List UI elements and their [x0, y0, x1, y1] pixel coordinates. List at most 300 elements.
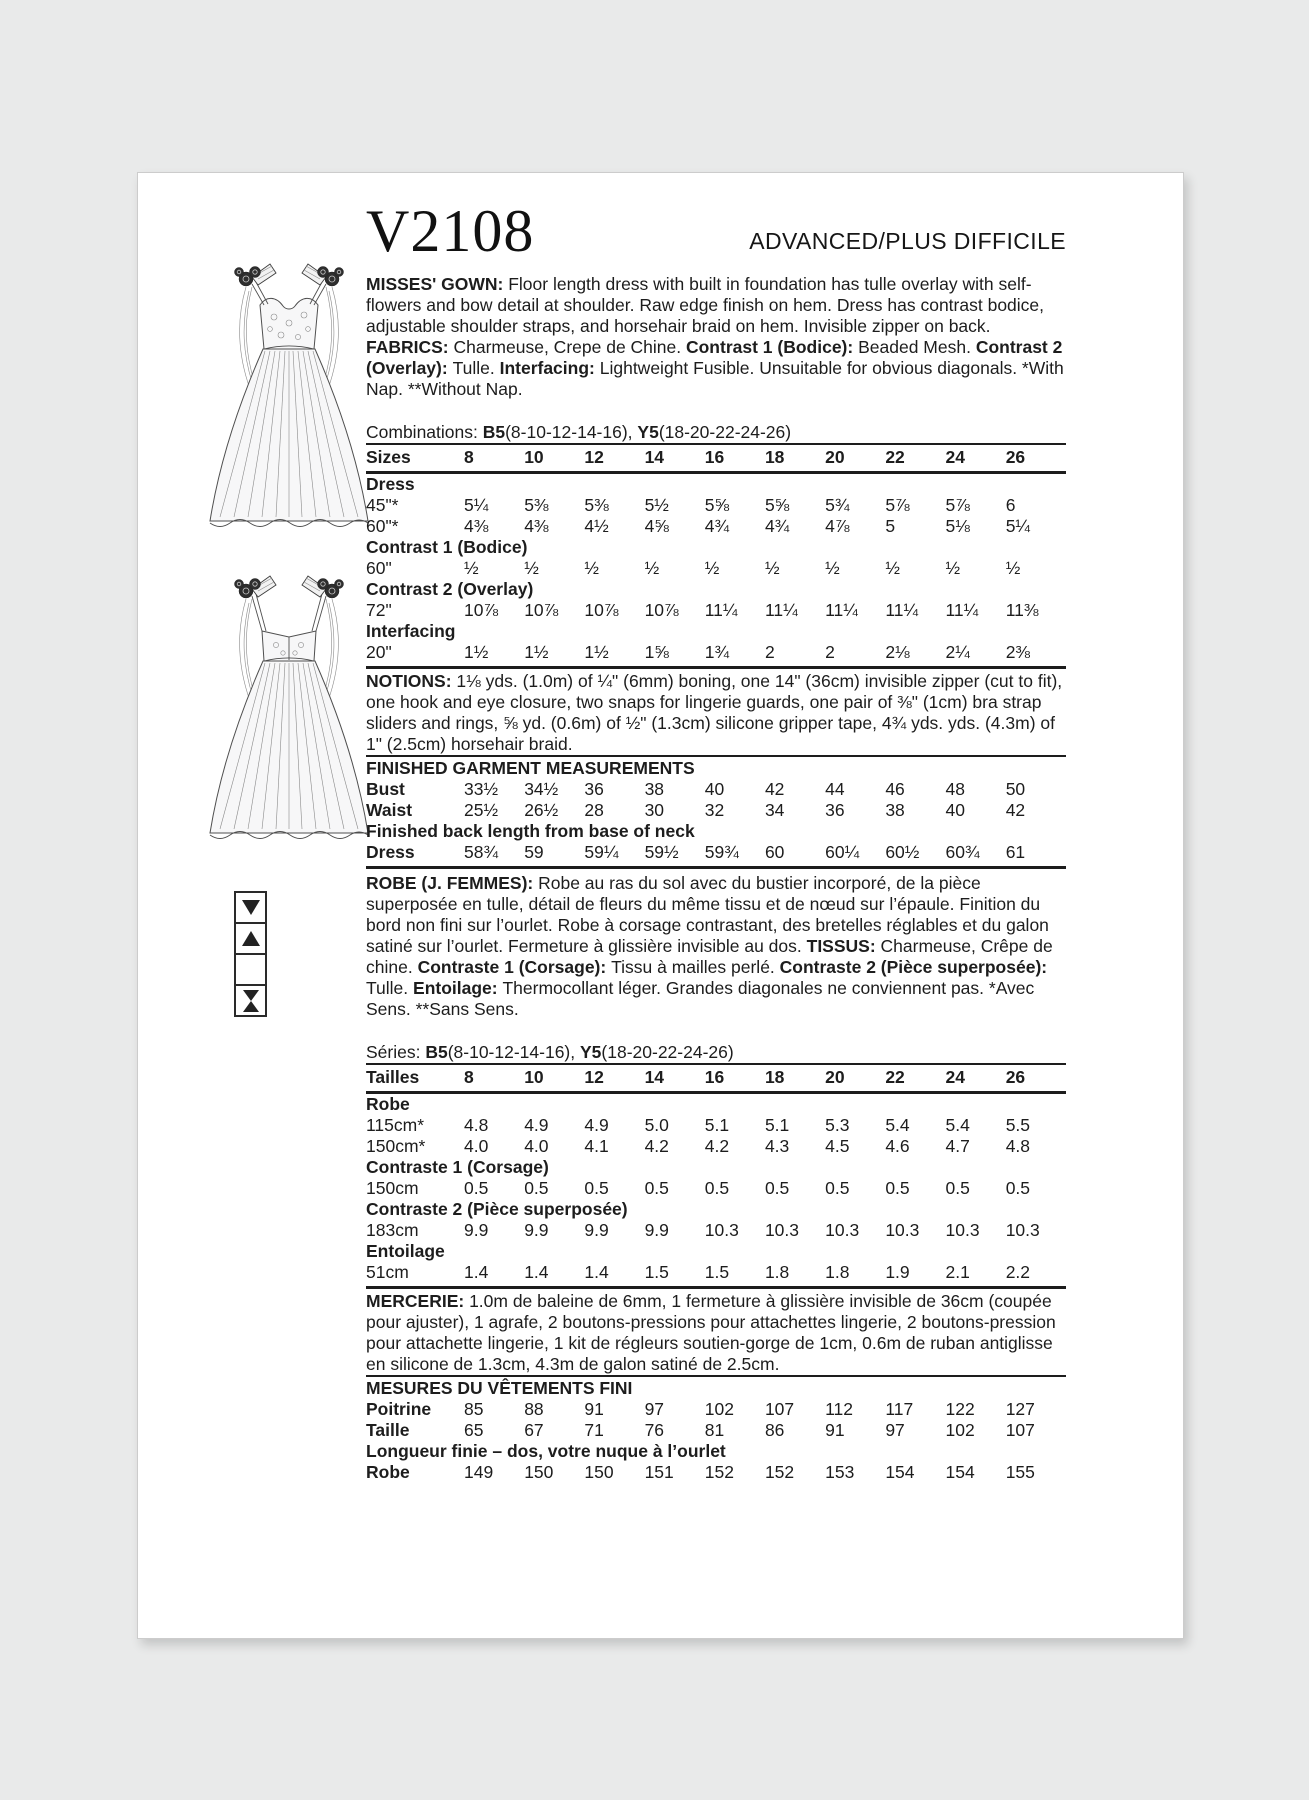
- value-cell: 5⅜: [584, 495, 609, 516]
- text-segment: Y5: [580, 1042, 602, 1063]
- text-segment: Tulle.: [366, 978, 414, 999]
- row-label-cell: Robe: [366, 1462, 410, 1483]
- size-column-header: 12: [584, 444, 644, 473]
- size-column-header: 16: [705, 444, 765, 473]
- table-row: [366, 1115, 1066, 1136]
- value-cell: 107: [1005, 1420, 1035, 1441]
- value-cell: 4¾: [704, 516, 730, 537]
- mesures-title: MESURES DU VÊTEMENTS FINI: [366, 1378, 633, 1399]
- value-cell: 4⅜: [524, 516, 549, 537]
- value-cell: 11¼: [764, 600, 798, 621]
- value-cell: 5⅝: [764, 495, 790, 516]
- value-cell: 153: [825, 1462, 855, 1483]
- size-column-header: 26: [1006, 1064, 1066, 1093]
- value-cell: 1.4: [464, 1262, 524, 1288]
- value-cell: 5.4: [885, 1115, 910, 1136]
- value-cell: 152: [704, 1462, 734, 1483]
- value-cell: 5.1: [704, 1115, 730, 1136]
- pattern-envelope-back: [137, 172, 1184, 1639]
- value-cell: 9.9: [524, 1220, 549, 1241]
- table-row: [366, 1462, 1066, 1483]
- value-cell: 91: [584, 1399, 604, 1420]
- row-label-cell: 20": [366, 642, 464, 668]
- section-heading-cell: Entoilage: [366, 1241, 445, 1262]
- value-cell: 149: [464, 1462, 494, 1483]
- measurement-table: [366, 443, 1066, 669]
- value-cell: 4⅜: [464, 516, 489, 537]
- value-cell: 40: [945, 800, 965, 821]
- value-cell: 59¼: [584, 842, 619, 863]
- text-segment: Lightweight Fusible. Unsuitable for obvious diagonals. *With Nap. **Without Nap.: [366, 358, 1064, 400]
- notions-paragraph: [366, 671, 1066, 755]
- text-segment: 1.0m de baleine de 6mm, 1 fermeture à glissière invisible de 36cm (coupée pour ajuster), 1 agrafe, 2 boutons-pressions pour attachettes lingerie, 2 boutons-pression pour attachette lingerie, 1 kit de régleurs soutien-gorge de 1cm, 0.6m de ruban antiglisse en silicone de 1.3cm, 4.3m de galon satiné de 2.5cm.: [366, 1291, 1056, 1375]
- table-row: [366, 621, 1066, 642]
- text-segment: NOTIONS:: [366, 671, 457, 692]
- value-cell: 34: [764, 800, 785, 821]
- size-column-header: 18: [765, 444, 825, 473]
- value-cell: 5.3: [825, 1115, 850, 1136]
- table-row: [366, 1093, 1066, 1116]
- value-cell: 0.5: [584, 1178, 609, 1199]
- value-cell: 59¾: [704, 842, 739, 863]
- value-cell: 2.2: [1006, 1262, 1066, 1288]
- gown-front-illustration: [194, 251, 384, 541]
- value-cell: 122: [945, 1399, 975, 1420]
- value-cell: 102: [945, 1420, 975, 1441]
- value-cell: 38: [644, 779, 665, 800]
- value-cell: 0.5: [825, 1178, 850, 1199]
- yardage-table-imperial: [366, 443, 1066, 669]
- size-column-header: 20: [825, 444, 885, 473]
- value-cell: 5⅞: [885, 495, 910, 516]
- table-row: [366, 1178, 1066, 1199]
- value-cell: 2¼: [946, 642, 1006, 668]
- text-segment: Charmeuse, Crêpe de chine.: [366, 936, 1053, 978]
- table-row: [366, 642, 1066, 668]
- row-label-cell: Dress: [366, 842, 415, 863]
- row-label-cell: 72": [366, 600, 392, 621]
- value-cell: 4⅝: [644, 516, 669, 537]
- value-cell: 154: [885, 1462, 915, 1483]
- table-header-label: Sizes: [366, 444, 464, 473]
- table-header-row: [366, 1064, 1066, 1093]
- value-cell: ½: [524, 558, 539, 579]
- value-cell: 155: [1005, 1462, 1035, 1483]
- value-cell: ½: [704, 558, 720, 579]
- table-header-row: [366, 444, 1066, 473]
- nap-symbol-triangle-up-icon: [234, 922, 267, 955]
- value-cell: 91: [825, 1420, 845, 1441]
- value-cell: 42: [1005, 800, 1026, 821]
- value-cell: 36: [825, 800, 845, 821]
- table-row: [366, 800, 1066, 821]
- text-segment: ROBE (J. FEMMES):: [366, 873, 539, 894]
- text-segment: Tissu à mailles perlé.: [611, 957, 780, 978]
- value-cell: 0.5: [945, 1178, 970, 1199]
- nap-symbol-hourglass-icon: [234, 984, 267, 1017]
- table-row: [366, 1399, 1066, 1420]
- value-cell: 2: [765, 642, 825, 668]
- illustration-column: [194, 251, 384, 1017]
- value-cell: 0.5: [524, 1178, 549, 1199]
- value-cell: 4.0: [524, 1136, 549, 1157]
- description-french: [366, 873, 1066, 1020]
- value-cell: 1.8: [765, 1262, 825, 1288]
- value-cell: 48: [945, 779, 965, 800]
- text-segment: Charmeuse, Crepe de Chine.: [453, 337, 686, 358]
- value-cell: ½: [764, 558, 780, 579]
- value-cell: 5⅛: [945, 516, 970, 537]
- value-cell: 1.8: [825, 1262, 885, 1288]
- row-label-cell: 115cm*: [366, 1115, 425, 1136]
- size-column-header: 22: [885, 1064, 945, 1093]
- value-cell: 30: [644, 800, 665, 821]
- value-cell: 5.5: [1005, 1115, 1031, 1136]
- value-cell: 11¼: [945, 600, 979, 621]
- table-header-label: Tailles: [366, 1064, 464, 1093]
- size-column-header: 22: [885, 444, 945, 473]
- value-cell: 76: [644, 1420, 665, 1441]
- table-row: [366, 537, 1066, 558]
- series-line: [366, 1042, 1066, 1063]
- section-heading-cell: Contrast 1 (Bodice): [366, 537, 528, 558]
- text-segment: Y5: [637, 422, 659, 443]
- value-cell: 32: [704, 800, 725, 821]
- value-cell: 33½: [464, 779, 499, 800]
- value-cell: 50: [1005, 779, 1026, 800]
- text-segment: Contraste 1 (Corsage):: [417, 957, 612, 978]
- text-segment: Floor length dress with built in foundation has tulle overlay with self-flowers and bow detail at shoulder. Raw edge finish on hem. Dress has contrast bodice, adjustable shoulder straps, and horsehair braid on hem. Invisible zipper on back.: [366, 274, 1045, 337]
- value-cell: 0.5: [704, 1178, 730, 1199]
- finished-garment-measurements: [366, 755, 1066, 869]
- finished-measurements-table: [366, 779, 1066, 863]
- text-segment: B5: [425, 1042, 448, 1063]
- value-cell: 2⅛: [885, 642, 945, 668]
- table-row: [366, 516, 1066, 537]
- text-segment: MISSES' GOWN:: [366, 274, 509, 295]
- row-label-cell: 60": [366, 558, 392, 579]
- value-cell: ½: [1005, 558, 1021, 579]
- text-segment: (18-20-22-24-26): [658, 422, 792, 443]
- measurement-table: [366, 779, 1066, 863]
- value-cell: 59: [524, 842, 544, 863]
- value-cell: 1.9: [885, 1262, 945, 1288]
- size-column-header: 26: [1006, 444, 1066, 473]
- row-label-cell: 51cm: [366, 1262, 464, 1288]
- size-column-header: 16: [705, 1064, 765, 1093]
- value-cell: 2.1: [946, 1262, 1006, 1288]
- size-column-header: 24: [946, 1064, 1006, 1093]
- value-cell: 11⅜: [1005, 600, 1039, 621]
- mesures-table: [366, 1399, 1066, 1483]
- value-cell: 112: [825, 1399, 854, 1420]
- row-label-cell: Bust: [366, 779, 405, 800]
- table-row: [366, 1441, 1066, 1462]
- value-cell: 4.1: [584, 1136, 609, 1157]
- value-cell: 150: [584, 1462, 614, 1483]
- row-label-cell: Poitrine: [366, 1399, 432, 1420]
- value-cell: 1⅝: [645, 642, 705, 668]
- value-cell: 1½: [524, 642, 584, 668]
- value-cell: 10.3: [825, 1220, 860, 1241]
- table-row: [366, 495, 1066, 516]
- value-cell: 0.5: [1005, 1178, 1031, 1199]
- value-cell: 81: [704, 1420, 725, 1441]
- value-cell: 150: [524, 1462, 554, 1483]
- value-cell: 10⅞: [644, 600, 679, 621]
- row-label-cell: 183cm: [366, 1220, 419, 1241]
- value-cell: 10⅞: [584, 600, 619, 621]
- value-cell: 38: [885, 800, 905, 821]
- text-segment: Séries:: [366, 1042, 426, 1063]
- value-cell: 1½: [464, 642, 524, 668]
- value-cell: 2⅜: [1006, 642, 1066, 668]
- section-heading-cell: Contraste 2 (Pièce superposée): [366, 1199, 628, 1220]
- value-cell: 4.7: [945, 1136, 970, 1157]
- nap-symbol-empty-icon: [234, 953, 267, 986]
- value-cell: 10.3: [1005, 1220, 1040, 1241]
- combinations-line: [366, 422, 1066, 443]
- row-label-cell: 150cm: [366, 1178, 419, 1199]
- value-cell: 4.3: [764, 1136, 790, 1157]
- value-cell: 9.9: [464, 1220, 489, 1241]
- value-cell: 61: [1005, 842, 1026, 863]
- value-cell: 5.4: [945, 1115, 970, 1136]
- value-cell: 10.3: [704, 1220, 739, 1241]
- value-cell: 4½: [584, 516, 609, 537]
- row-label-cell: Taille: [366, 1420, 410, 1441]
- value-cell: 60: [764, 842, 785, 863]
- table-row: [366, 558, 1066, 579]
- value-cell: 4.2: [704, 1136, 730, 1157]
- row-label-cell: 150cm*: [366, 1136, 426, 1157]
- value-cell: 4.9: [584, 1115, 609, 1136]
- value-cell: 1.5: [705, 1262, 765, 1288]
- table-row: [366, 1136, 1066, 1157]
- value-cell: 0.5: [644, 1178, 669, 1199]
- table-row: [366, 1262, 1066, 1288]
- section-heading-cell: Dress: [366, 474, 415, 495]
- value-cell: 0.5: [885, 1178, 910, 1199]
- value-cell: 88: [524, 1399, 544, 1420]
- size-column-header: 14: [645, 1064, 705, 1093]
- value-cell: 9.9: [584, 1220, 609, 1241]
- table-row: [366, 842, 1066, 863]
- value-cell: 4.9: [524, 1115, 549, 1136]
- size-column-header: 18: [765, 1064, 825, 1093]
- value-cell: 65: [464, 1420, 484, 1441]
- value-cell: 6: [1005, 495, 1016, 516]
- value-cell: 4⅞: [825, 516, 850, 537]
- value-cell: 102: [704, 1399, 734, 1420]
- measurement-table: [366, 1063, 1066, 1289]
- value-cell: 4.8: [1005, 1136, 1031, 1157]
- value-cell: 46: [885, 779, 905, 800]
- table-row: [366, 600, 1066, 621]
- value-cell: 58¾: [464, 842, 499, 863]
- value-cell: 1.4: [584, 1262, 644, 1288]
- section-heading-cell: Interfacing: [366, 621, 456, 642]
- table-row: [366, 579, 1066, 600]
- text-segment: Beaded Mesh.: [858, 337, 976, 358]
- value-cell: 107: [764, 1399, 795, 1420]
- text-segment: Thermocollant léger. Grandes diagonales ne conviennent pas. *Avec Sens. **Sans Sens.: [366, 978, 1035, 1020]
- row-label-cell: 45"*: [366, 495, 399, 516]
- text-segment: MERCERIE:: [366, 1291, 470, 1312]
- row-label-cell: 60"*: [366, 516, 399, 537]
- finished-measurements-metric: [366, 1375, 1066, 1483]
- value-cell: ½: [464, 558, 479, 579]
- table-row: [366, 779, 1066, 800]
- size-column-header: 24: [946, 444, 1006, 473]
- text-segment: Combinations:: [366, 422, 483, 443]
- value-cell: 5.1: [764, 1115, 790, 1136]
- value-cell: ½: [644, 558, 660, 579]
- size-column-header: 10: [524, 1064, 584, 1093]
- value-cell: 1½: [584, 642, 644, 668]
- table-row: [366, 821, 1066, 842]
- text-segment: Robe au ras du sol avec du bustier incorporé, de la pièce superposée en tulle, détail de fleurs du même tissu et de nœud sur l’épaule. Finition du bord non fini sur l’ourlet. Robe à corsage contrastant, des bretelles réglables et du galon satiné sur l’ourlet. Fermeture à glissière invisible au dos.: [366, 873, 1049, 957]
- value-cell: 10.3: [764, 1220, 799, 1241]
- value-cell: 60¼: [825, 842, 860, 863]
- value-cell: 5⅜: [524, 495, 549, 516]
- value-cell: 1¾: [705, 642, 765, 668]
- value-cell: 5¼: [464, 495, 489, 516]
- value-cell: 0.5: [464, 1178, 489, 1199]
- value-cell: 5¾: [825, 495, 850, 516]
- size-column-header: 8: [464, 444, 524, 473]
- value-cell: 44: [825, 779, 845, 800]
- value-cell: 1.4: [524, 1262, 584, 1288]
- row-label-cell: Waist: [366, 800, 413, 821]
- value-cell: 117: [885, 1399, 914, 1420]
- value-cell: 5⅝: [704, 495, 730, 516]
- text-segment: Contrast 1 (Bodice):: [685, 337, 859, 358]
- value-cell: 4¾: [764, 516, 790, 537]
- text-segment: B5: [482, 422, 506, 443]
- value-cell: 5½: [644, 495, 669, 516]
- value-cell: 10⅞: [464, 600, 499, 621]
- value-cell: 60½: [885, 842, 920, 863]
- value-cell: 152: [764, 1462, 795, 1483]
- value-cell: 42: [764, 779, 785, 800]
- text-segment: (8-10-12-14-16),: [505, 422, 638, 443]
- value-cell: 10⅞: [524, 600, 559, 621]
- size-column-header: 8: [464, 1064, 524, 1093]
- value-cell: 5¼: [1005, 516, 1031, 537]
- table-row: [366, 1157, 1066, 1178]
- text-segment: TISSUS:: [806, 936, 881, 957]
- value-cell: 10.3: [945, 1220, 980, 1241]
- value-cell: 34½: [524, 779, 559, 800]
- value-cell: 11¼: [825, 600, 858, 621]
- value-cell: 127: [1005, 1399, 1035, 1420]
- value-cell: 5⅞: [945, 495, 970, 516]
- table-row: [366, 1220, 1066, 1241]
- text-segment: Contrast 2 (Overlay):: [366, 337, 1063, 379]
- value-cell: 26½: [524, 800, 559, 821]
- size-column-header: 14: [645, 444, 705, 473]
- value-cell: 9.9: [644, 1220, 669, 1241]
- value-cell: 97: [885, 1420, 905, 1441]
- value-cell: 36: [584, 779, 604, 800]
- value-cell: 10.3: [885, 1220, 920, 1241]
- difficulty-level: ADVANCED/PLUS DIFFICILE: [749, 228, 1066, 255]
- table-row: [366, 1199, 1066, 1220]
- cutting-guide-symbols: [234, 891, 266, 1017]
- size-column-header: 10: [524, 444, 584, 473]
- value-cell: 11¼: [885, 600, 919, 621]
- value-cell: 5: [885, 516, 896, 537]
- value-cell: 11¼: [704, 600, 738, 621]
- value-cell: 59½: [644, 842, 679, 863]
- value-cell: 28: [584, 800, 604, 821]
- value-cell: 4.6: [885, 1136, 910, 1157]
- value-cell: 40: [704, 779, 725, 800]
- value-cell: ½: [945, 558, 961, 579]
- value-cell: 71: [584, 1420, 604, 1441]
- text-segment: (8-10-12-14-16),: [447, 1042, 580, 1063]
- yardage-table-metric: [366, 1063, 1066, 1289]
- mercerie-paragraph: [366, 1291, 1066, 1375]
- description-english: [366, 274, 1066, 400]
- value-cell: 85: [464, 1399, 484, 1420]
- text-segment: FABRICS:: [366, 337, 454, 358]
- text-segment: Interfacing:: [499, 358, 600, 379]
- value-cell: 4.5: [825, 1136, 850, 1157]
- value-cell: 25½: [464, 800, 499, 821]
- table-row: [366, 1420, 1066, 1441]
- text-column: [366, 198, 1066, 1483]
- section-heading-cell: Robe: [366, 1094, 410, 1115]
- section-heading-cell: Contraste 1 (Corsage): [366, 1157, 549, 1178]
- value-cell: ½: [885, 558, 900, 579]
- nap-symbol-triangle-down-icon: [234, 891, 267, 924]
- section-heading-cell: Finished back length from base of neck: [366, 821, 695, 842]
- size-column-header: 20: [825, 1064, 885, 1093]
- text-segment: (18-20-22-24-26): [601, 1042, 734, 1063]
- value-cell: 97: [644, 1399, 665, 1420]
- pattern-number: V2108: [366, 198, 535, 264]
- value-cell: 86: [764, 1420, 785, 1441]
- value-cell: 0.5: [764, 1178, 790, 1199]
- value-cell: 4.8: [464, 1115, 489, 1136]
- value-cell: 154: [945, 1462, 975, 1483]
- value-cell: 1.5: [645, 1262, 705, 1288]
- value-cell: 151: [644, 1462, 674, 1483]
- value-cell: 60¾: [945, 842, 980, 863]
- section-heading-cell: Contrast 2 (Overlay): [366, 579, 534, 600]
- value-cell: ½: [584, 558, 599, 579]
- finished-measurements-title: FINISHED GARMENT MEASUREMENTS: [366, 758, 695, 779]
- value-cell: 67: [524, 1420, 544, 1441]
- text-segment: Contraste 2 (Pièce superposée):: [779, 957, 1048, 978]
- value-cell: 5.0: [644, 1115, 669, 1136]
- value-cell: 4.2: [644, 1136, 669, 1157]
- gown-back-illustration: [194, 563, 384, 853]
- text-segment: Entoilage:: [413, 978, 503, 999]
- size-column-header: 12: [584, 1064, 644, 1093]
- header-row: [366, 198, 1066, 264]
- text-segment: Tulle.: [452, 358, 500, 379]
- measurement-table: [366, 1399, 1066, 1483]
- value-cell: 2: [825, 642, 885, 668]
- value-cell: ½: [825, 558, 840, 579]
- table-row: [366, 1241, 1066, 1262]
- section-heading-cell: Longueur finie – dos, votre nuque à l’ourlet: [366, 1441, 726, 1462]
- value-cell: 4.0: [464, 1136, 489, 1157]
- text-segment: 1⅛ yds. (1.0m) of ¼" (6mm) boning, one 14" (36cm) invisible zipper (cut to fit), one hook and eye closure, two snaps for lingerie guards, one pair of ⅜" (1cm) bra strap sliders and rings, ⅝ yd. (0.6m) of ½" (1.3cm) silicone gripper tape, 4¾ yds. yds. (4.3m) of 1" (2.5cm) horsehair braid.: [366, 671, 1063, 755]
